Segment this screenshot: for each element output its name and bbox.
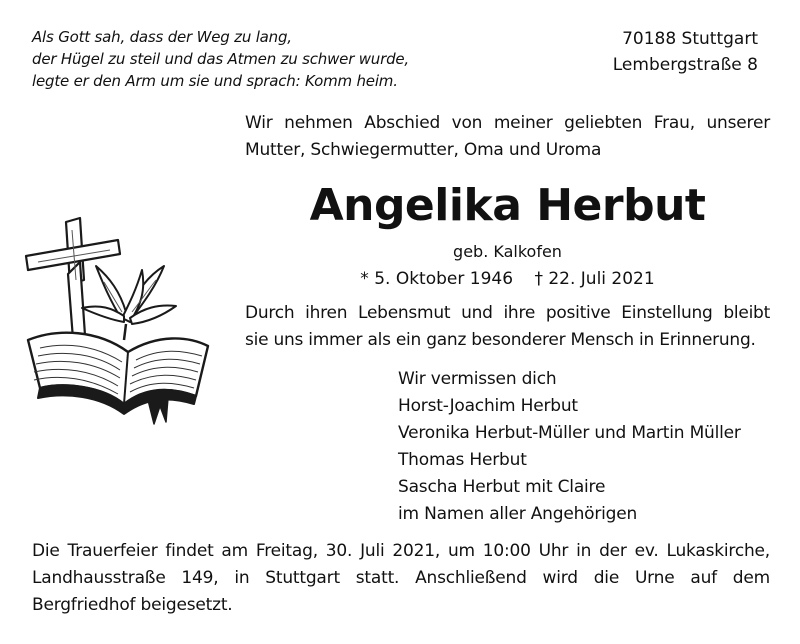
intro-text (245, 110, 770, 164)
tribute-line: Durch ihren Lebensmut und ihre positive Einstellung bleibt (245, 303, 770, 323)
funeral-notice (32, 538, 770, 619)
intro-line: Mutter, Schwiegermutter, Oma und Uroma (245, 140, 602, 160)
deceased-name: Angelika Herbut (309, 180, 706, 231)
bible-icon (28, 333, 208, 424)
funeral-line: Bergfriedhof beigesetzt. (32, 595, 233, 615)
address-city: 70188 Stuttgart (622, 29, 758, 49)
cross-bible-lily-icon (18, 200, 218, 434)
quote-line: der Hügel zu steil und das Atmen zu schwer wurde, (32, 50, 409, 68)
mourner-line: Veronika Herbut-Müller und Martin Müller (398, 423, 741, 443)
mourner-line: Horst-Joachim Herbut (398, 396, 578, 416)
quote-block (32, 26, 409, 92)
mourner-line: Thomas Herbut (398, 450, 527, 470)
mourner-line: im Namen aller Angehörigen (398, 504, 638, 524)
tribute-text (245, 300, 770, 354)
address-block (613, 26, 758, 78)
life-dates (245, 266, 770, 292)
address-street: Lembergstraße 8 (612, 55, 758, 75)
lily-icon (82, 266, 176, 340)
funeral-line: Die Trauerfeier findet am Freitag, 30. Juli 2021, um 10:00 Uhr in der ev. Lukaskirche, (32, 541, 770, 561)
quote-line: legte er den Arm um sie und sprach: Komm heim. (32, 72, 398, 90)
quote-line: Als Gott sah, dass der Weg zu lang, (32, 28, 292, 46)
tribute-line: sie uns immer als ein ganz besonderer Mensch in Erinnerung. (245, 330, 756, 350)
birth-date: * 5. Oktober 1946 (360, 269, 514, 289)
mourners-list (398, 366, 741, 528)
mourner-line: Wir vermissen dich (398, 369, 557, 389)
maiden-name: geb. Kalkofen (453, 242, 562, 261)
death-date: † 22. Juli 2021 (534, 269, 655, 289)
funeral-line: Landhausstraße 149, in Stuttgart statt. Anschließend wird die Urne auf dem (32, 568, 770, 588)
mourner-line: Sascha Herbut mit Claire (398, 477, 606, 497)
intro-line: Wir nehmen Abschied von meiner geliebten Frau, unserer (245, 113, 770, 133)
